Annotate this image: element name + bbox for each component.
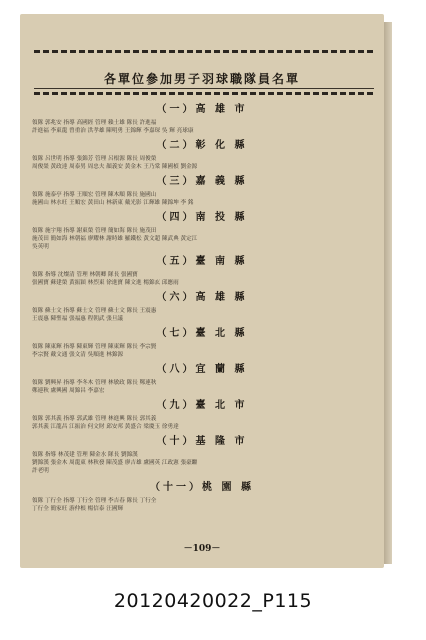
roster-row: 張國寶 蘇建榮 黃振穎 林烈東 徐進寶 陳文進 楊錦玄 邱應雨 xyxy=(32,280,179,286)
roster-row: 郭其義 江龍昌 江振治 何文財 邱安邦 黃盛合 梁慶玉 徐勇達 xyxy=(32,424,179,430)
title-under-rule xyxy=(34,88,374,89)
roster-row: 王震惠 陳聖福 張福惠 程朝武 張旦議 xyxy=(32,316,124,322)
book-page xyxy=(20,14,384,568)
roster-row: 領隊 丁行全 指導 丁行全 管理 李吉春 隊長 丁行全 xyxy=(32,498,157,504)
roster-row: 周俊榮 黃政達 周泰男 周忠夫 顏義安 黃金木 王乃棠 陳國楨 劉金源 xyxy=(32,164,198,170)
roster-row: 領隊 郭兆安 指導 高國經 管理 賴士雄 隊長 許進福 xyxy=(32,120,157,126)
roster-row: 領隊 陳東輝 指導 陳東輝 管理 陳東輝 隊長 李宗賢 xyxy=(32,344,157,350)
roster-row: 鄭連秋 盧興國 周錦昌 李嘉宏 xyxy=(32,388,105,394)
roster-row: 領隊 蘇士文 指導 蘇士文 管理 蘇士文 隊長 王震惠 xyxy=(32,308,157,314)
page-title: 各單位參加男子羽球職隊員名單 xyxy=(103,72,300,86)
book-spine-edge xyxy=(384,22,392,564)
roster-row: 領隊 指導 沈燦清 管理 林朝卿 隊長 張國寶 xyxy=(32,272,138,278)
roster-row: 施茂田 簡如海 林朝福 廖耀林 謝時雄 羅鐵松 黃文超 陳武典 黃定江 xyxy=(32,236,198,242)
roster-row: 領隊 指導 林茂建 管理 陳金水 隊長 劉錦漢 xyxy=(32,452,138,458)
roster-row: 吳英明 xyxy=(32,244,49,250)
section-heading: （八）宜 蘭 縣 xyxy=(156,364,248,375)
section-heading: （三）嘉 義 縣 xyxy=(156,176,248,187)
roster-row: 領隊 施宇翔 指導 謝東榮 管理 簡如海 隊長 施茂田 xyxy=(32,228,157,234)
roster-row: 丁行全 簡家旺 游仲根 楊信泰 汪國輝 xyxy=(32,506,124,512)
roster-row: 施國山 林水旺 王順宏 黃田山 林新東 戴光影 江輝雄 陳錦坤 李 銘 xyxy=(32,200,194,206)
page-number: －109－ xyxy=(183,544,221,554)
roster-row: 許進福 李東龍 曾重治 洪孝雄 陳明勇 王錦輝 李嘉琛 吳 輝 亮球康 xyxy=(32,128,194,134)
roster-row: 李宗賢 戴文通 張文清 吳順進 林錦源 xyxy=(32,352,124,358)
image-caption: 20120420022_P115 xyxy=(113,590,313,612)
roster-row: 領隊 郭其義 指導 郭武雄 管理 林進興 隊長 郭其義 xyxy=(32,416,157,422)
section-heading: （五）臺 南 縣 xyxy=(156,256,248,267)
section-heading: （二）彰 化 縣 xyxy=(156,140,248,151)
top-dotted-rule xyxy=(34,50,374,53)
roster-row: 許老明 xyxy=(32,468,49,474)
section-heading: （十一）桃 園 縣 xyxy=(150,482,254,493)
section-heading: （十）基 隆 市 xyxy=(156,436,248,447)
section-heading: （六）高 雄 縣 xyxy=(156,292,248,303)
roster-row: 劉錦漢 張金木 周龍東 林秋發 陳茂盛 廖吉雄 盧國英 江政憲 張豪繼 xyxy=(32,460,198,466)
title-dotted-rule xyxy=(34,92,374,95)
section-heading: （七）臺 北 縣 xyxy=(156,328,248,339)
roster-row: 領隊 劉興昇 指導 李冬木 管理 林敏政 隊長 鄭連秋 xyxy=(32,380,157,386)
roster-row: 領隊 呂世明 指導 張錦芳 管理 呂根源 隊長 周俊榮 xyxy=(32,156,157,162)
section-heading: （四）南 投 縣 xyxy=(156,212,248,223)
section-heading: （九）臺 北 市 xyxy=(156,400,248,411)
section-heading: （一）高 雄 市 xyxy=(156,104,248,115)
roster-row: 領隊 施泰亭 指導 王順宏 管理 陳木順 隊長 施國山 xyxy=(32,192,157,198)
